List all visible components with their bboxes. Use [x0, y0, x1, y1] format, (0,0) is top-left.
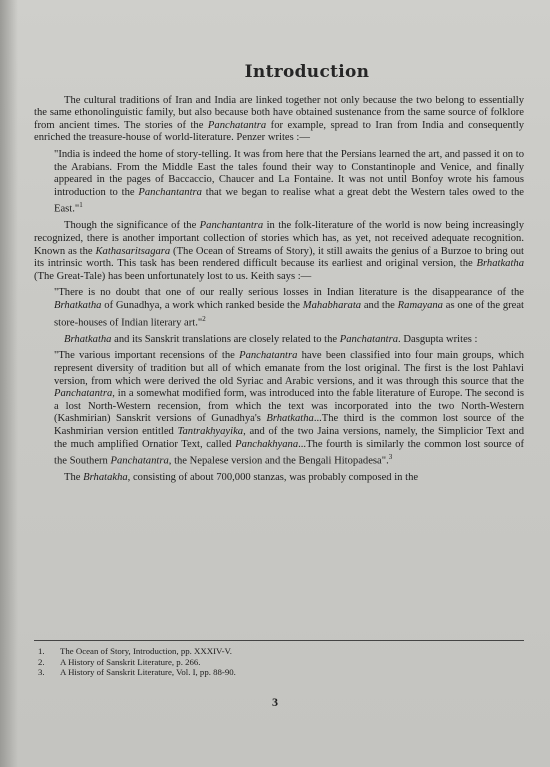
page-title: Introduction — [244, 62, 370, 82]
footnote-ref-1: 1 — [79, 201, 83, 210]
quote-penzer: "India is indeed the home of story-telling. It was from here that the Persians learned the art, and passed it on to the Arabians. From the Middle East the tales found their way to Constantinople and Venice, and finally appeared in the pages of Baccaccio, Chaucer and La Fontaine. It was not until Bonfoy wrote his famous introduction to the Panchantantra that we began to realise what a great debt the Western tales owed to the East."$^1$ — [54, 148, 524, 215]
page-number: 3 — [272, 695, 278, 709]
page-body — [34, 62, 524, 489]
paragraph-2: Though the significance of the Panchantantra in the folk-literature of the world is now being increasingly recognized, there is another important collection of stories which has, as yet, not received adequate recognition. Known as the Kathasaritsagara (The Ocean of Streams of Story), it still awaits the genius of a Burzoe to bring out its intrinsic worth. This task has been rendered difficult because its earliest and original version, the Brhatkatha (The Great-Tale) has been unfortunately lost to us. Keith says :— — [34, 220, 524, 282]
footnote-ref-3: 3 — [388, 453, 393, 462]
footnotes — [34, 640, 524, 678]
quote-keith: "There is no doubt that one of our really serious losses in Indian literature is the disappearance of the Brhatkatha of Gunadhya, a work which ranked beside the Mahabharata and the Ramayana as one of the great store-houses of Indian literary art."$^2$ — [54, 287, 524, 329]
footnote-ref-2: 2 — [202, 314, 206, 323]
quote-dasgupta: "The various important recensions of the Panchatantra have been classified into four main groups, which represent diversity of tradition but all of which emanate from the lost original. The first is the lost Pahlavi version, from which were derived the old Syriac and Arabic versions, and it was through this source that the Panchatantra, in a somewhat modified form, was introduced into the fable literature of Europe. The second is a lost North-Western recension, from which the text was incorporated into the two North-Western (Kashmirian) Sanskrit versions of Gunadhya's Brhatkatha...The third is the common lost source of the Kashmirian version entitled Tantrakhyayika, and of the two Jaina versions, namely, the Simplicior Text and the much amplified Ornatior Text, called Panchakhyana...The fourth is similarly the common lost source of the Southern Panchatantra, the Nepalese version and the Bengali Hitopadesa".$^3$ — [54, 350, 524, 467]
footnote-2: 2. A History of Sanskrit Literature, p. 266. — [38, 656, 201, 667]
paragraph-3: Brhatkatha and its Sanskrit translations are closely related to the Panchatantra. Dasgupta writes : — [64, 333, 478, 345]
footnote-3: 3. A History of Sanskrit Literature, Vol. I, pp. 88-90. — [38, 667, 236, 678]
footnote-1: 1. The Ocean of Story, Introduction, pp. XXXIV-V. — [38, 646, 232, 656]
paragraph-4: The Brhatakha, consisting of about 700,000 stanzas, was probably composed in the — [64, 472, 419, 484]
page-gutter-shadow — [0, 0, 18, 767]
paragraph-1: The cultural traditions of Iran and India are linked together not only because the two belong to essentially the same ethonolinguistic family, but also because both have obtained sustenance from the same source of folklore from ancient times. The stories of the Panchatantra for example, spread to Iran from India and consequently enriched the treasure-house of world-literature. Penzer writes :— — [34, 94, 524, 144]
